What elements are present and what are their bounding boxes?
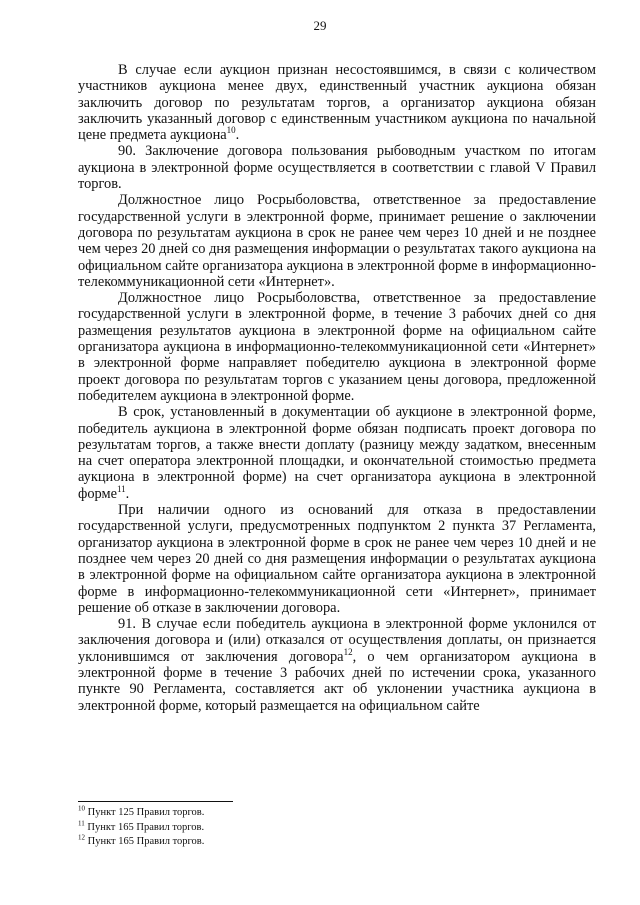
paragraph [78, 62, 596, 143]
paragraph-text: В срок, установленный в документации об аукционе в электронной форме, победитель аукциона в электронной форме обязан подписать проект договора по результатам торгов, а также внести доплату (разницу между задатком, внесенным на счет оператора электронной площадки, и окончательной стоимостью предмета аукциона в электронной форме) на счет организатора аукциона в электронной форме [78, 404, 596, 502]
footnote-ref: 12 [343, 646, 353, 657]
page-number: 29 [313, 18, 327, 33]
paragraph [78, 404, 596, 502]
paragraph-text: Должностное лицо Росрыболовства, ответственное за предоставление государственной услуги в электронной форме, принимает решение о заключении договора по результатам аукциона в срок не ранее чем через 10 дней и не позднее чем через 20 дней со дня размещения информации о результатах такого аукциона на официальном сайте организатора аукциона в электронной форме в информационно-телекоммуникационной сети «Интернет». [78, 192, 596, 290]
paragraph-text: В случае если аукцион признан несостоявшимся, в связи с количеством участников аукциона менее двух, единственный участник аукциона обязан заключить договор по результатам торгов, а организатор аукциона обязан заключить указанный договор с единственным участником аукциона по начальной цене предмета аукциона [78, 62, 596, 144]
footnote-number: 11 [78, 819, 85, 827]
paragraph-text-after: , о чем организатором аукциона в электронной форме в течение 3 рабочих дней по истечении срока, указанного пункте 90 Регламента, составляется акт об уклонении участника аукциона в электронной форме, который размещается на официальном сайте [78, 648, 596, 714]
footnote-text: Пункт 165 Правил торгов. [87, 836, 205, 847]
paragraph [78, 143, 596, 192]
footnote-text: Пункт 165 Правил торгов. [87, 821, 205, 833]
footnote-number: 12 [78, 833, 85, 842]
paragraph [78, 616, 596, 714]
body-text [78, 62, 596, 714]
paragraph-text-after: . [235, 127, 240, 144]
footnote-text: Пункт 125 Правил торгов. [87, 807, 205, 818]
footnotes [78, 806, 378, 850]
paragraph-text: При наличии одного из оснований для отказа в предоставлении государственной услуги, предусмотренных подпунктом 2 пункта 37 Регламента, организатор аукциона в электронной форме в срок не ранее чем через 10 дней и не позднее чем через 20 дней со дня размещения информации о результатах аукциона в электронной форме на официальном сайте организатора аукциона в электронной форме в информационно-телекоммуникационной сети «Интернет», принимает решение об отказе в заключении договора. [78, 502, 596, 616]
footnote [78, 835, 378, 850]
footnote-number: 10 [78, 804, 85, 813]
footnote-ref: 11 [117, 483, 126, 494]
paragraph-text: Должностное лицо Росрыболовства, ответственное за предоставление государственной услуги в электронной форме, в течение 3 рабочих дней со дня размещения результатов аукциона в электронной форме на официальном сайте организатора аукциона в информационно-телекоммуникационной сети «Интернет» в электронной форме направляет победителю аукциона в электронной форме проект договора по результатам торгов с указанием цены договора, предложенной победителем аукциона в электронной форме. [78, 290, 596, 404]
paragraph [78, 192, 596, 290]
paragraph [78, 502, 596, 616]
paragraph-text: 90. Заключение договора пользования рыбоводным участком по итогам аукциона в электронной форме осуществляется в соответствии с главой V Правил торгов. [78, 143, 596, 193]
paragraph-text: 91. В случае если победитель аукциона в электронной форме уклонился от заключения договора и (или) отказался от осуществления доплаты, он признается уклонившимся от заключения договора [78, 616, 596, 665]
paragraph-text-after: . [125, 485, 130, 502]
footnote [78, 806, 378, 821]
footnote-divider [78, 801, 233, 802]
footnote-ref: 10 [226, 125, 236, 136]
footnote [78, 821, 378, 836]
paragraph [78, 290, 596, 404]
